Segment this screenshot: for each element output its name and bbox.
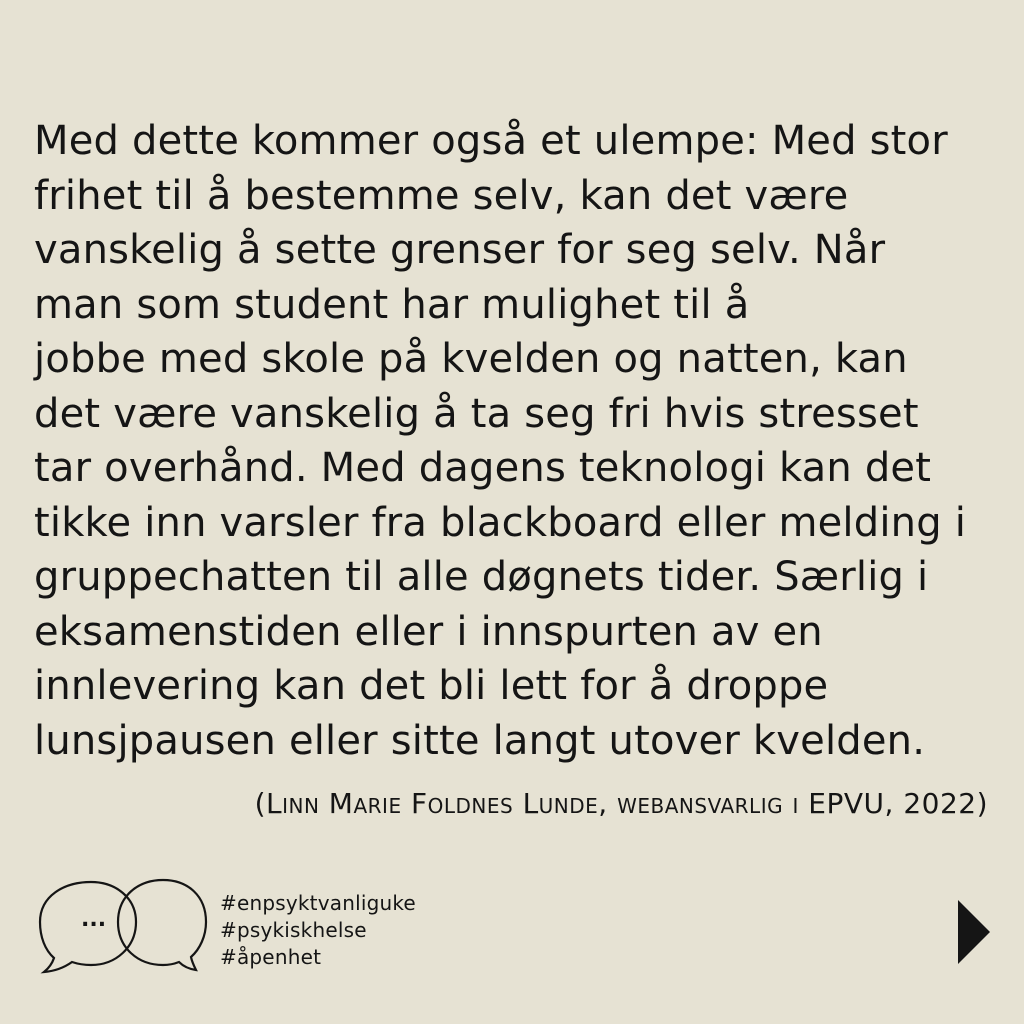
- quote-citation: (Linn Marie Foldnes Lunde, webansvarlig i EPVU, 2022): [254, 787, 988, 820]
- quote-line: tikke inn varsler fra blackboard eller melding i: [34, 499, 967, 546]
- quote-line: Med dette kommer også et ulempe: Med stor: [34, 118, 948, 164]
- logo-dots: ...: [81, 907, 107, 932]
- speech-bubbles-icon: [36, 874, 208, 974]
- quote-text: [34, 114, 1004, 768]
- next-slide-button[interactable]: [956, 898, 992, 966]
- quote-line: innlevering kan det bli lett for å droppe: [34, 663, 829, 709]
- quote-line: jobbe med skole på kvelden og natten, kan: [34, 336, 908, 382]
- hashtag[interactable]: #åpenhet: [220, 945, 322, 969]
- hashtag-list: [220, 890, 416, 971]
- quote-line: det være vanskelig å ta seg fri hvis stresset: [34, 390, 919, 437]
- quote-line: lunsjpausen eller sitte langt utover kvelden.: [34, 717, 926, 764]
- quote-line: gruppechatten til alle døgnets tider. Særlig i: [34, 554, 929, 600]
- quote-line: eksamenstiden eller i innspurten av en: [34, 608, 823, 655]
- quote-line: frihet til å bestemme selv, kan det være: [34, 172, 849, 219]
- hashtag[interactable]: #psykiskhelse: [220, 918, 367, 942]
- quote-line: tar overhånd. Med dagens teknologi kan det: [34, 445, 932, 491]
- quote-line: man som student har mulighet til å: [34, 281, 750, 328]
- quote-line: vanskelig å sette grenser for seg selv. Når: [34, 227, 886, 273]
- hashtag[interactable]: #enpsyktvanliguke: [220, 891, 416, 915]
- play-triangle-icon: [956, 898, 992, 966]
